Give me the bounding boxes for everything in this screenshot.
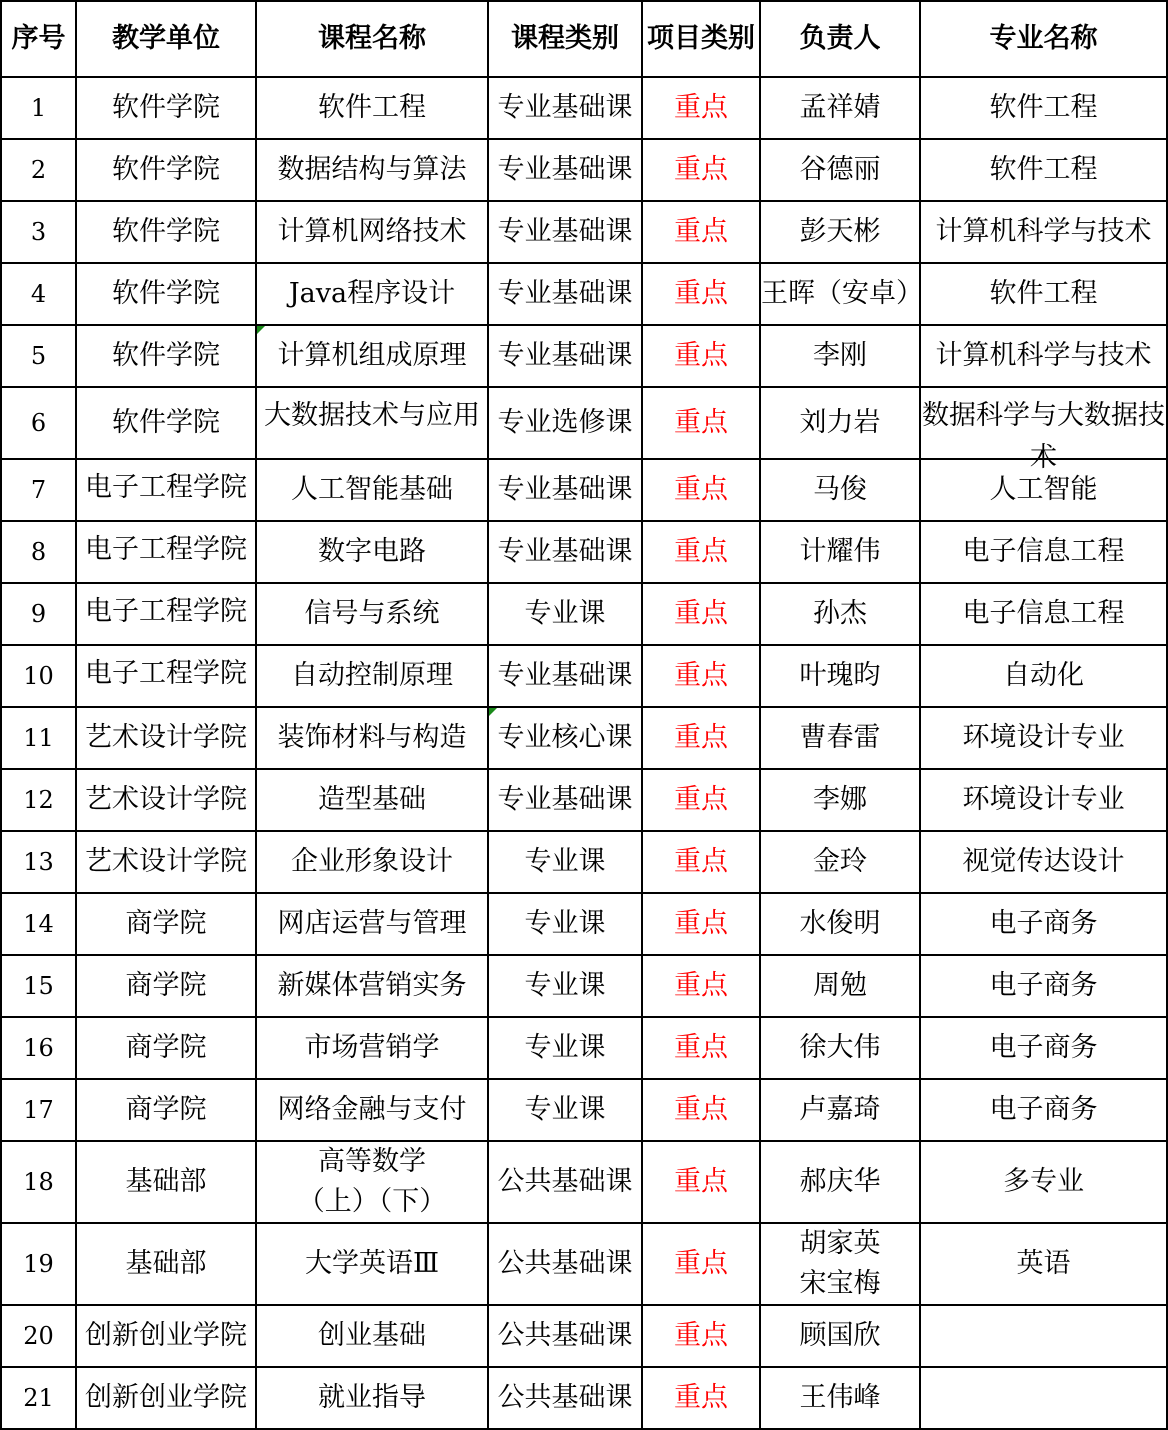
cell-type: 专业基础课: [488, 201, 642, 263]
cell-unit: 软件学院: [76, 325, 256, 387]
cell-no: 3: [1, 201, 76, 263]
cell-unit: 商学院: [76, 1079, 256, 1141]
cell-major: 电子信息工程: [920, 521, 1167, 583]
cell-unit: 商学院: [76, 1017, 256, 1079]
cell-major: 软件工程: [920, 139, 1167, 201]
cell-unit: [76, 521, 256, 583]
cell-major: [920, 1367, 1167, 1429]
cell-owner: 徐大伟: [760, 1017, 920, 1079]
cell-level: 重点: [642, 769, 760, 831]
cell-level: 重点: [642, 139, 760, 201]
cell-course: 人工智能基础: [256, 459, 488, 521]
cell-type: 专业基础课: [488, 521, 642, 583]
cell-major: 人工智能: [920, 459, 1167, 521]
table-row: [1, 201, 1167, 263]
cell-owner: 王伟峰: [760, 1367, 920, 1429]
cell-major: [920, 1305, 1167, 1367]
cell-level: 重点: [642, 1141, 760, 1223]
table-row: [1, 77, 1167, 139]
cell-level: 重点: [642, 521, 760, 583]
cell-owner: 曹春雷: [760, 707, 920, 769]
table-row: [1, 583, 1167, 645]
cell-no: 5: [1, 325, 76, 387]
cell-major: 计算机科学与技术: [920, 325, 1167, 387]
cell-no: 12: [1, 769, 76, 831]
cell-no: 13: [1, 831, 76, 893]
cell-type: 专业基础课: [488, 139, 642, 201]
table-row: [1, 521, 1167, 583]
table-row: [1, 1367, 1167, 1429]
cell-no: 18: [1, 1141, 76, 1223]
table-row: [1, 955, 1167, 1017]
table-row: [1, 831, 1167, 893]
cell-course: Java程序设计: [256, 263, 488, 325]
cell-major: 多专业: [920, 1141, 1167, 1223]
cell-owner: 刘力岩: [760, 387, 920, 459]
table-row: [1, 263, 1167, 325]
cell-course: 数字电路: [256, 521, 488, 583]
cell-unit: 软件学院: [76, 201, 256, 263]
cell-no: 9: [1, 583, 76, 645]
cell-no: 19: [1, 1223, 76, 1305]
table-row: [1, 459, 1167, 521]
cell-major: 英语: [920, 1223, 1167, 1305]
cell-major: 环境设计专业: [920, 707, 1167, 769]
cell-course: 计算机组成原理: [256, 325, 488, 387]
cell-unit: 软件学院: [76, 77, 256, 139]
cell-course: 数据结构与算法: [256, 139, 488, 201]
table-row: [1, 1141, 1167, 1223]
cell-course: 信号与系统: [256, 583, 488, 645]
cell-owner: 水俊明: [760, 893, 920, 955]
cell-course: 就业指导: [256, 1367, 488, 1429]
cell-type: 专业核心课: [488, 707, 642, 769]
cell-unit: [76, 583, 256, 645]
cell-unit-text: 电子工程学院: [85, 658, 247, 689]
table-row: [1, 707, 1167, 769]
cell-no: 1: [1, 77, 76, 139]
cell-course: 高等数学（上）（下）: [256, 1141, 488, 1223]
cell-no: 11: [1, 707, 76, 769]
table-row: [1, 1305, 1167, 1367]
cell-unit: 基础部: [76, 1141, 256, 1223]
cell-type: 专业基础课: [488, 77, 642, 139]
cell-unit-text: 电子工程学院: [85, 596, 247, 627]
cell-level: 重点: [642, 201, 760, 263]
cell-course: [256, 387, 488, 459]
cell-course: 大学英语Ⅲ: [256, 1223, 488, 1305]
cell-no: 7: [1, 459, 76, 521]
table-row: [1, 893, 1167, 955]
cell-no: 21: [1, 1367, 76, 1429]
cell-course: 网络金融与支付: [256, 1079, 488, 1141]
cell-level: 重点: [642, 645, 760, 707]
cell-level: 重点: [642, 77, 760, 139]
cell-owner: 李娜: [760, 769, 920, 831]
cell-no: 10: [1, 645, 76, 707]
header-no: 序号: [1, 1, 76, 77]
cell-owner: 孙杰: [760, 583, 920, 645]
cell-course: 网店运营与管理: [256, 893, 488, 955]
cell-no: 15: [1, 955, 76, 1017]
cell-no: 8: [1, 521, 76, 583]
cell-unit-text: 电子工程学院: [85, 472, 247, 503]
cell-unit: 商学院: [76, 893, 256, 955]
cell-major: 视觉传达设计: [920, 831, 1167, 893]
cell-major-text: 数据科学与大数据技术: [922, 400, 1165, 473]
cell-major: 软件工程: [920, 263, 1167, 325]
cell-course: 自动控制原理: [256, 645, 488, 707]
cell-major: 自动化: [920, 645, 1167, 707]
cell-type: 公共基础课: [488, 1305, 642, 1367]
cell-course: 企业形象设计: [256, 831, 488, 893]
cell-course: 创业基础: [256, 1305, 488, 1367]
cell-unit: 艺术设计学院: [76, 831, 256, 893]
cell-major: 电子信息工程: [920, 583, 1167, 645]
cell-level: 重点: [642, 1305, 760, 1367]
table-row: [1, 387, 1167, 459]
cell-course: 软件工程: [256, 77, 488, 139]
header-level: 项目类别: [642, 1, 760, 77]
cell-unit: 创新创业学院: [76, 1305, 256, 1367]
cell-major: 电子商务: [920, 955, 1167, 1017]
cell-course-text: 大数据技术与应用: [264, 400, 480, 431]
cell-course: 新媒体营销实务: [256, 955, 488, 1017]
cell-owner: 胡家英宋宝梅: [760, 1223, 920, 1305]
cell-type: 专业选修课: [488, 387, 642, 459]
cell-major: 环境设计专业: [920, 769, 1167, 831]
cell-major: [920, 387, 1167, 473]
cell-owner: 顾国欣: [760, 1305, 920, 1367]
cell-unit: 软件学院: [76, 387, 256, 459]
cell-type: 专业课: [488, 1079, 642, 1141]
cell-major: 计算机科学与技术: [920, 201, 1167, 263]
cell-unit: 基础部: [76, 1223, 256, 1305]
cell-unit: 创新创业学院: [76, 1367, 256, 1429]
cell-type: 公共基础课: [488, 1223, 642, 1305]
cell-owner: 马俊: [760, 459, 920, 521]
cell-no: 17: [1, 1079, 76, 1141]
table-row: [1, 139, 1167, 201]
header-owner: 负责人: [760, 1, 920, 77]
cell-unit: 软件学院: [76, 263, 256, 325]
cell-major: 电子商务: [920, 1079, 1167, 1141]
header-unit: 教学单位: [76, 1, 256, 77]
header-row: [1, 1, 1167, 77]
cell-no: 4: [1, 263, 76, 325]
table-row: [1, 1223, 1167, 1305]
cell-level: 重点: [642, 893, 760, 955]
cell-type: 专业基础课: [488, 769, 642, 831]
cell-unit: [76, 459, 256, 521]
cell-no: 6: [1, 387, 76, 459]
cell-type: 专业课: [488, 1017, 642, 1079]
cell-unit: [76, 645, 256, 707]
cell-course: 市场营销学: [256, 1017, 488, 1079]
cell-type: 公共基础课: [488, 1367, 642, 1429]
cell-owner: 李刚: [760, 325, 920, 387]
cell-owner: 金玲: [760, 831, 920, 893]
header-course: 课程名称: [256, 1, 488, 77]
cell-owner: 彭天彬: [760, 201, 920, 263]
cell-level: 重点: [642, 1367, 760, 1429]
cell-major: 电子商务: [920, 893, 1167, 955]
cell-unit: 软件学院: [76, 139, 256, 201]
cell-major: 电子商务: [920, 1017, 1167, 1079]
cell-owner: 郝庆华: [760, 1141, 920, 1223]
cell-type: 专业课: [488, 893, 642, 955]
cell-unit-text: 电子工程学院: [85, 534, 247, 565]
cell-major: 软件工程: [920, 77, 1167, 139]
cell-owner: 计耀伟: [760, 521, 920, 583]
cell-type: 公共基础课: [488, 1141, 642, 1223]
cell-type: 专业课: [488, 583, 642, 645]
cell-owner: 王晖（安卓）: [760, 263, 920, 325]
cell-type: 专业基础课: [488, 325, 642, 387]
cell-level: 重点: [642, 1223, 760, 1305]
header-major: 专业名称: [920, 1, 1167, 77]
cell-owner: 谷德丽: [760, 139, 920, 201]
cell-level: 重点: [642, 459, 760, 521]
table-row: [1, 1079, 1167, 1141]
cell-no: 20: [1, 1305, 76, 1367]
cell-type: 专业基础课: [488, 459, 642, 521]
cell-level: 重点: [642, 1017, 760, 1079]
cell-unit: 艺术设计学院: [76, 769, 256, 831]
cell-unit: 艺术设计学院: [76, 707, 256, 769]
cell-type: 专业课: [488, 831, 642, 893]
cell-type: 专业基础课: [488, 263, 642, 325]
cell-unit: 商学院: [76, 955, 256, 1017]
table-row: [1, 769, 1167, 831]
cell-owner: 卢嘉琦: [760, 1079, 920, 1141]
table-row: [1, 1017, 1167, 1079]
cell-type: 专业课: [488, 955, 642, 1017]
cell-level: 重点: [642, 831, 760, 893]
table-row: [1, 325, 1167, 387]
cell-level: 重点: [642, 1079, 760, 1141]
cell-level: 重点: [642, 583, 760, 645]
cell-owner: 叶瑰昀: [760, 645, 920, 707]
cell-level: 重点: [642, 955, 760, 1017]
cell-owner: 周勉: [760, 955, 920, 1017]
cell-no: 14: [1, 893, 76, 955]
cell-owner: 孟祥婧: [760, 77, 920, 139]
cell-course: 计算机网络技术: [256, 201, 488, 263]
cell-level: 重点: [642, 707, 760, 769]
cell-level: 重点: [642, 263, 760, 325]
cell-course: 装饰材料与构造: [256, 707, 488, 769]
cell-no: 16: [1, 1017, 76, 1079]
cell-level: 重点: [642, 325, 760, 387]
cell-level: 重点: [642, 387, 760, 459]
cell-course: 造型基础: [256, 769, 488, 831]
table-row: [1, 645, 1167, 707]
cell-type: 专业基础课: [488, 645, 642, 707]
cell-no: 2: [1, 139, 76, 201]
header-type: 课程类别: [488, 1, 642, 77]
